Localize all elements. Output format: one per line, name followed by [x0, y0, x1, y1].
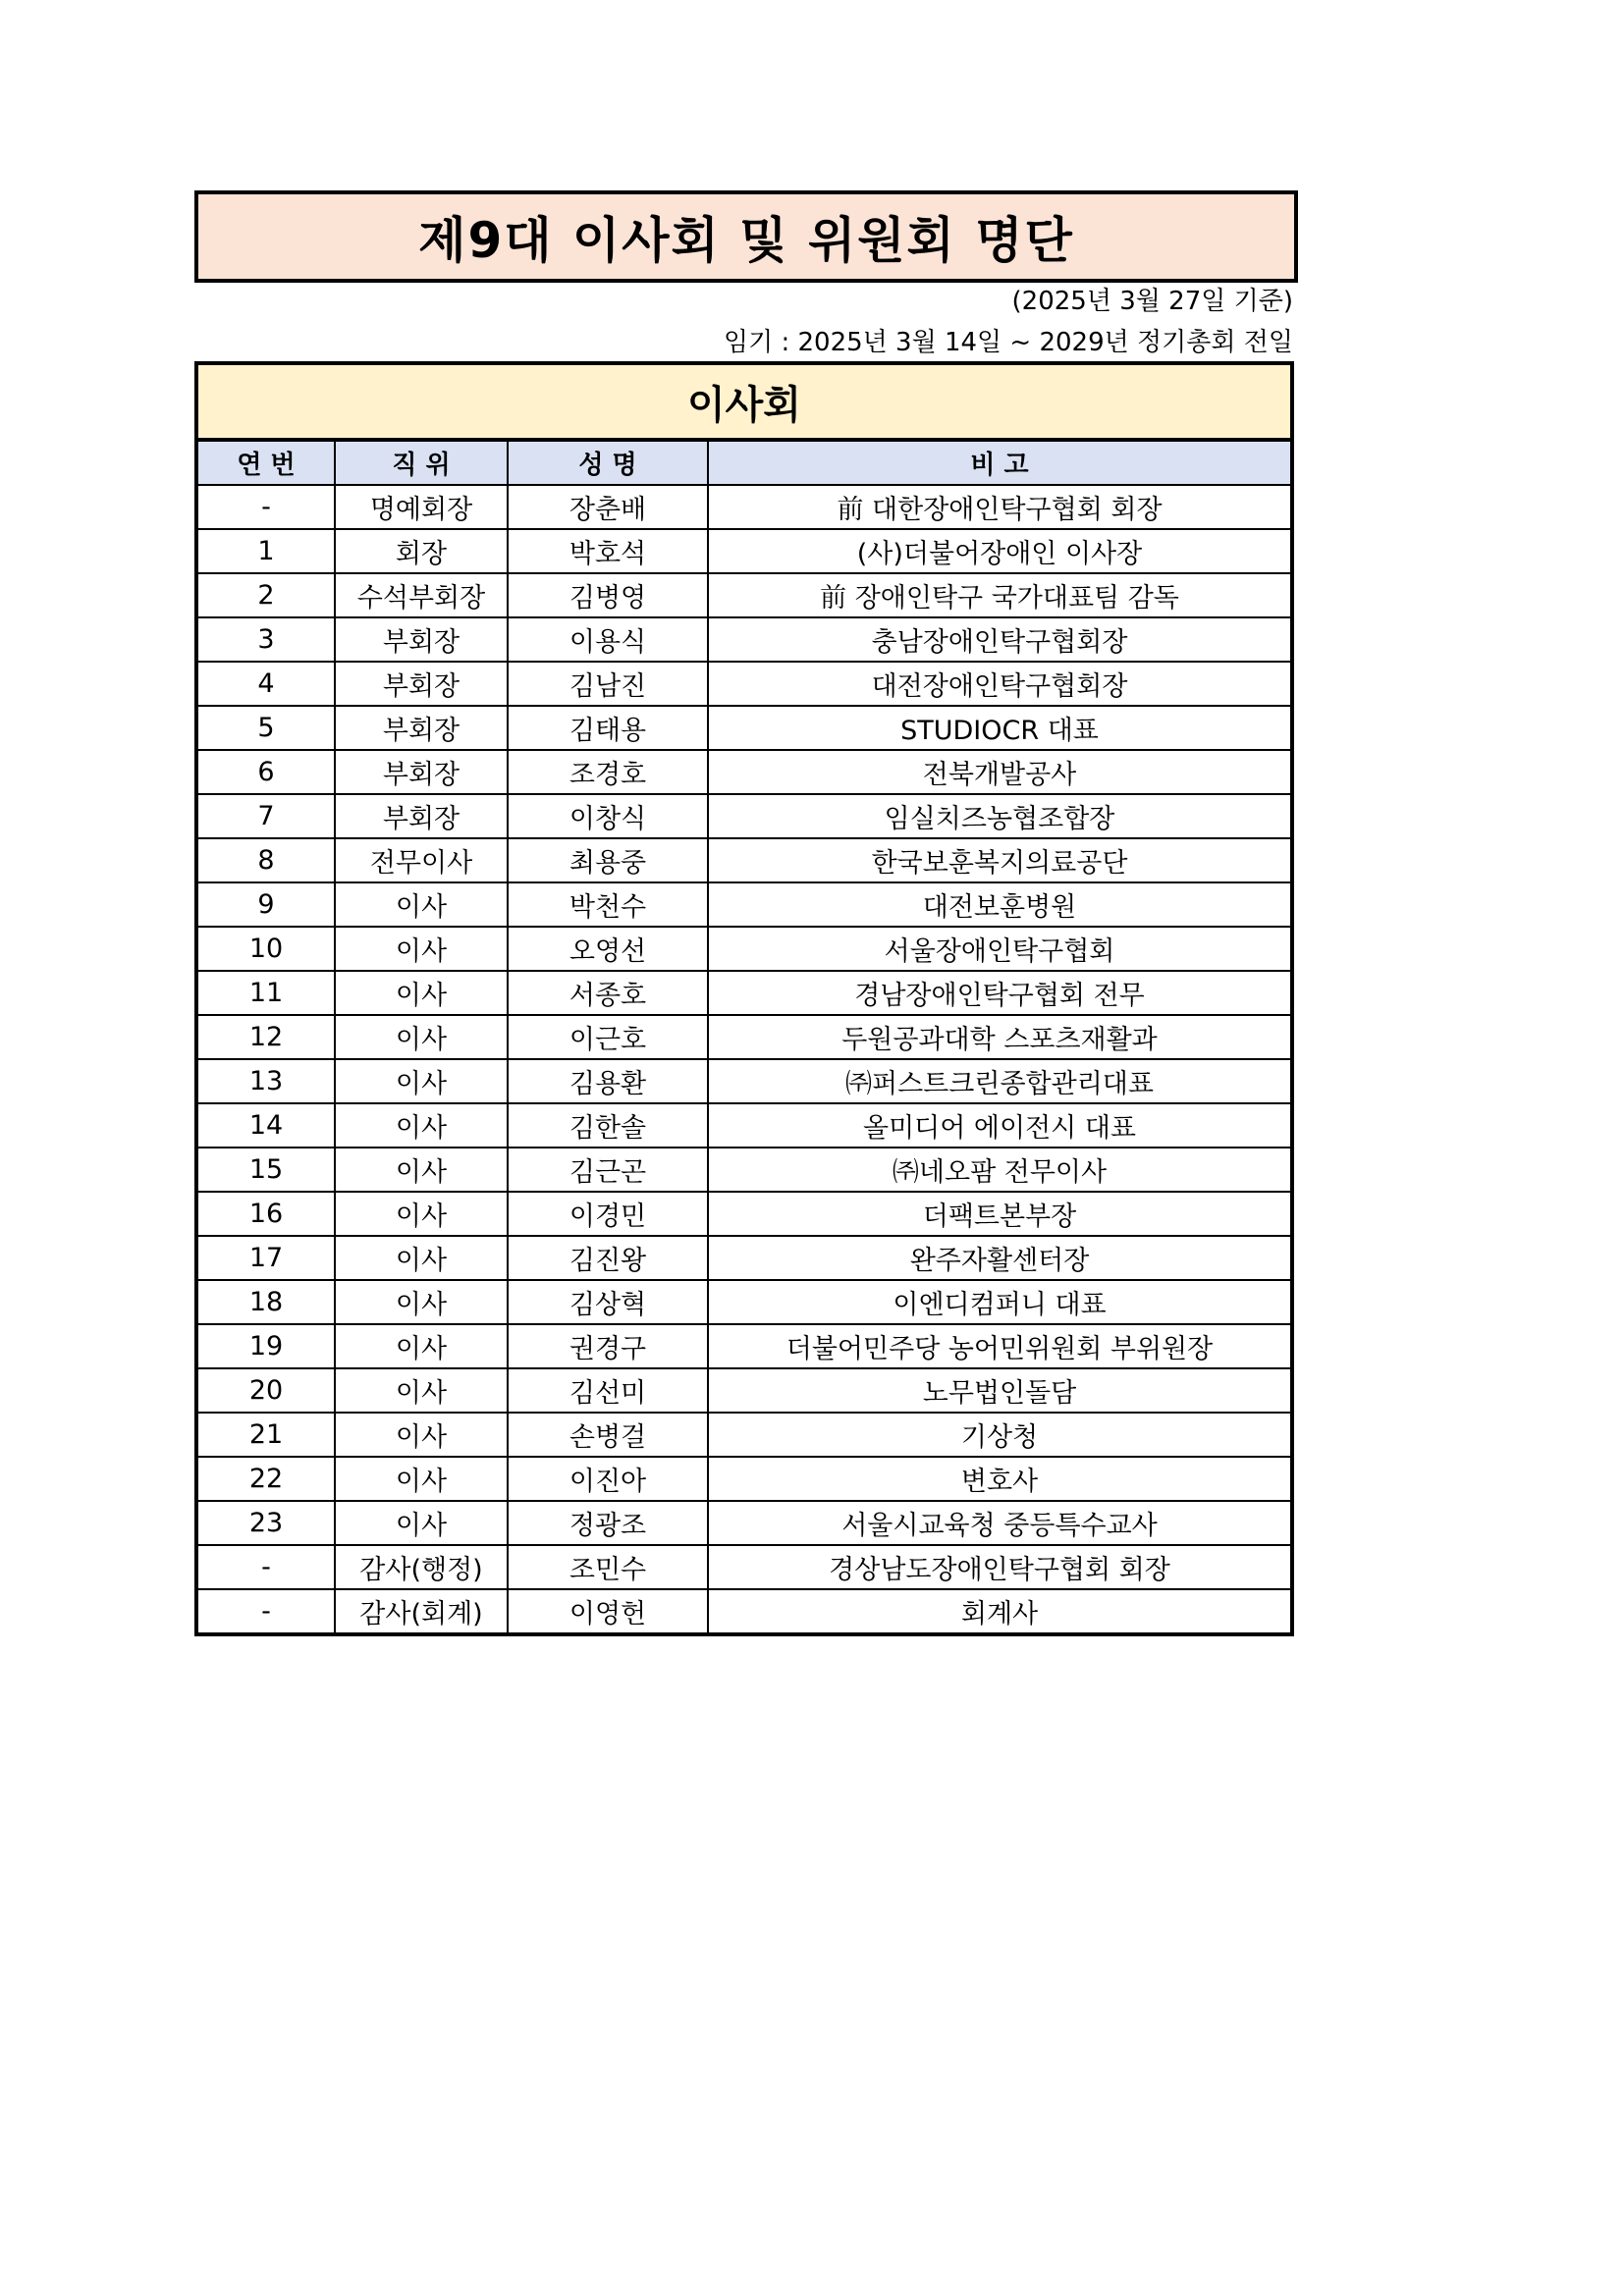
cell-name: 장춘배	[508, 485, 708, 529]
cell-note: 더팩트본부장	[708, 1192, 1290, 1236]
cell-position: 부회장	[335, 706, 508, 750]
table-row	[198, 882, 1290, 927]
cell-name: 김남진	[508, 662, 708, 706]
cell-position: 부회장	[335, 750, 508, 794]
board-roster	[194, 361, 1294, 1636]
cell-position: 이사	[335, 1103, 508, 1148]
cell-name: 이근호	[508, 1015, 708, 1059]
cell-note: 임실치즈농협조합장	[708, 794, 1290, 838]
cell-name: 이용식	[508, 617, 708, 662]
cell-position: 이사	[335, 1324, 508, 1368]
table-row	[198, 1280, 1290, 1324]
cell-name: 손병걸	[508, 1413, 708, 1457]
cell-note: 회계사	[708, 1589, 1290, 1632]
cell-name: 권경구	[508, 1324, 708, 1368]
table-row	[198, 529, 1290, 573]
cell-note: 한국보훈복지의료공단	[708, 838, 1290, 882]
cell-note: 서울장애인탁구협회	[708, 927, 1290, 971]
column-header-note: 비 고	[708, 442, 1290, 485]
cell-no: 23	[198, 1501, 335, 1545]
cell-note: 올미디어 에이전시 대표	[708, 1103, 1290, 1148]
table-row	[198, 1324, 1290, 1368]
cell-name: 박호석	[508, 529, 708, 573]
cell-note: 더불어민주당 농어민위원회 부위원장	[708, 1324, 1290, 1368]
column-header-name: 성 명	[508, 442, 708, 485]
cell-no: 17	[198, 1236, 335, 1280]
table-row	[198, 794, 1290, 838]
cell-name: 오영선	[508, 927, 708, 971]
cell-no: -	[198, 1589, 335, 1632]
table-row	[198, 1589, 1290, 1632]
cell-position: 이사	[335, 882, 508, 927]
cell-position: 감사(회계)	[335, 1589, 508, 1632]
cell-no: 7	[198, 794, 335, 838]
page-title: 제9대 이사회 및 위원회 명단	[194, 190, 1298, 283]
board-table	[198, 442, 1290, 1632]
cell-name: 김상혁	[508, 1280, 708, 1324]
table-row	[198, 1368, 1290, 1413]
table-row	[198, 1545, 1290, 1589]
table-row	[198, 662, 1290, 706]
cell-note: 변호사	[708, 1457, 1290, 1501]
cell-no: 13	[198, 1059, 335, 1103]
cell-note: 前 대한장애인탁구협회 회장	[708, 485, 1290, 529]
cell-position: 이사	[335, 1280, 508, 1324]
cell-note: 대전보훈병원	[708, 882, 1290, 927]
cell-name: 이영헌	[508, 1589, 708, 1632]
column-header-no: 연 번	[198, 442, 335, 485]
cell-note: 충남장애인탁구협회장	[708, 617, 1290, 662]
cell-no: 3	[198, 617, 335, 662]
cell-position: 이사	[335, 1501, 508, 1545]
cell-note: ㈜퍼스트크린종합관리대표	[708, 1059, 1290, 1103]
table-row	[198, 706, 1290, 750]
table-row	[198, 971, 1290, 1015]
cell-position: 이사	[335, 1015, 508, 1059]
cell-position: 이사	[335, 1368, 508, 1413]
column-header-position: 직 위	[335, 442, 508, 485]
cell-note: 대전장애인탁구협회장	[708, 662, 1290, 706]
cell-no: 14	[198, 1103, 335, 1148]
table-row	[198, 1501, 1290, 1545]
cell-no: 20	[198, 1368, 335, 1413]
table-row	[198, 1059, 1290, 1103]
cell-note: 두원공과대학 스포츠재활과	[708, 1015, 1290, 1059]
cell-name: 김선미	[508, 1368, 708, 1413]
cell-name: 조경호	[508, 750, 708, 794]
board-heading: 이사회	[198, 365, 1290, 442]
cell-no: 21	[198, 1413, 335, 1457]
cell-name: 김한솔	[508, 1103, 708, 1148]
cell-position: 부회장	[335, 617, 508, 662]
cell-no: 8	[198, 838, 335, 882]
cell-position: 이사	[335, 1059, 508, 1103]
term-period: 임기 : 2025년 3월 14일 ~ 2029년 정기총회 전일	[723, 328, 1293, 357]
cell-name: 정광조	[508, 1501, 708, 1545]
cell-note: (사)더불어장애인 이사장	[708, 529, 1290, 573]
cell-position: 회장	[335, 529, 508, 573]
table-row	[198, 1148, 1290, 1192]
cell-position: 감사(행정)	[335, 1545, 508, 1589]
cell-name: 이경민	[508, 1192, 708, 1236]
cell-name: 서종호	[508, 971, 708, 1015]
cell-no: -	[198, 1545, 335, 1589]
cell-position: 이사	[335, 1236, 508, 1280]
cell-note: STUDIOCR 대표	[708, 706, 1290, 750]
cell-note: 경남장애인탁구협회 전무	[708, 971, 1290, 1015]
cell-position: 이사	[335, 1148, 508, 1192]
cell-note: ㈜네오팜 전무이사	[708, 1148, 1290, 1192]
table-row	[198, 1015, 1290, 1059]
cell-no: 18	[198, 1280, 335, 1324]
cell-name: 조민수	[508, 1545, 708, 1589]
cell-position: 전무이사	[335, 838, 508, 882]
table-row	[198, 1236, 1290, 1280]
cell-position: 이사	[335, 927, 508, 971]
table-row	[198, 1103, 1290, 1148]
cell-note: 전북개발공사	[708, 750, 1290, 794]
cell-no: 4	[198, 662, 335, 706]
table-row	[198, 573, 1290, 617]
cell-no: 10	[198, 927, 335, 971]
table-row	[198, 617, 1290, 662]
cell-name: 김태용	[508, 706, 708, 750]
table-row	[198, 750, 1290, 794]
cell-note: 前 장애인탁구 국가대표팀 감독	[708, 573, 1290, 617]
table-row	[198, 1413, 1290, 1457]
cell-note: 이엔디컴퍼니 대표	[708, 1280, 1290, 1324]
cell-note: 완주자활센터장	[708, 1236, 1290, 1280]
table-row	[198, 1457, 1290, 1501]
cell-position: 이사	[335, 1413, 508, 1457]
cell-name: 김근곤	[508, 1148, 708, 1192]
cell-no: 12	[198, 1015, 335, 1059]
cell-no: 5	[198, 706, 335, 750]
basis-date: (2025년 3월 27일 기준)	[1011, 287, 1293, 316]
cell-name: 이진아	[508, 1457, 708, 1501]
cell-no: 11	[198, 971, 335, 1015]
cell-no: 1	[198, 529, 335, 573]
cell-note: 기상청	[708, 1413, 1290, 1457]
cell-no: 15	[198, 1148, 335, 1192]
cell-position: 수석부회장	[335, 573, 508, 617]
cell-note: 노무법인돌담	[708, 1368, 1290, 1413]
cell-name: 김병영	[508, 573, 708, 617]
cell-position: 부회장	[335, 662, 508, 706]
cell-name: 최용중	[508, 838, 708, 882]
cell-name: 김진왕	[508, 1236, 708, 1280]
cell-position: 이사	[335, 1457, 508, 1501]
cell-no: 2	[198, 573, 335, 617]
table-header-row	[198, 442, 1290, 485]
cell-no: 19	[198, 1324, 335, 1368]
cell-position: 명예회장	[335, 485, 508, 529]
cell-note: 경상남도장애인탁구협회 회장	[708, 1545, 1290, 1589]
table-row	[198, 927, 1290, 971]
cell-name: 이창식	[508, 794, 708, 838]
cell-position: 이사	[335, 1192, 508, 1236]
cell-no: 16	[198, 1192, 335, 1236]
cell-name: 김용환	[508, 1059, 708, 1103]
cell-position: 부회장	[335, 794, 508, 838]
table-row	[198, 1192, 1290, 1236]
table-row	[198, 485, 1290, 529]
cell-position: 이사	[335, 971, 508, 1015]
table-row	[198, 838, 1290, 882]
cell-no: -	[198, 485, 335, 529]
cell-no: 9	[198, 882, 335, 927]
cell-name: 박천수	[508, 882, 708, 927]
cell-no: 6	[198, 750, 335, 794]
cell-note: 서울시교육청 중등특수교사	[708, 1501, 1290, 1545]
cell-no: 22	[198, 1457, 335, 1501]
